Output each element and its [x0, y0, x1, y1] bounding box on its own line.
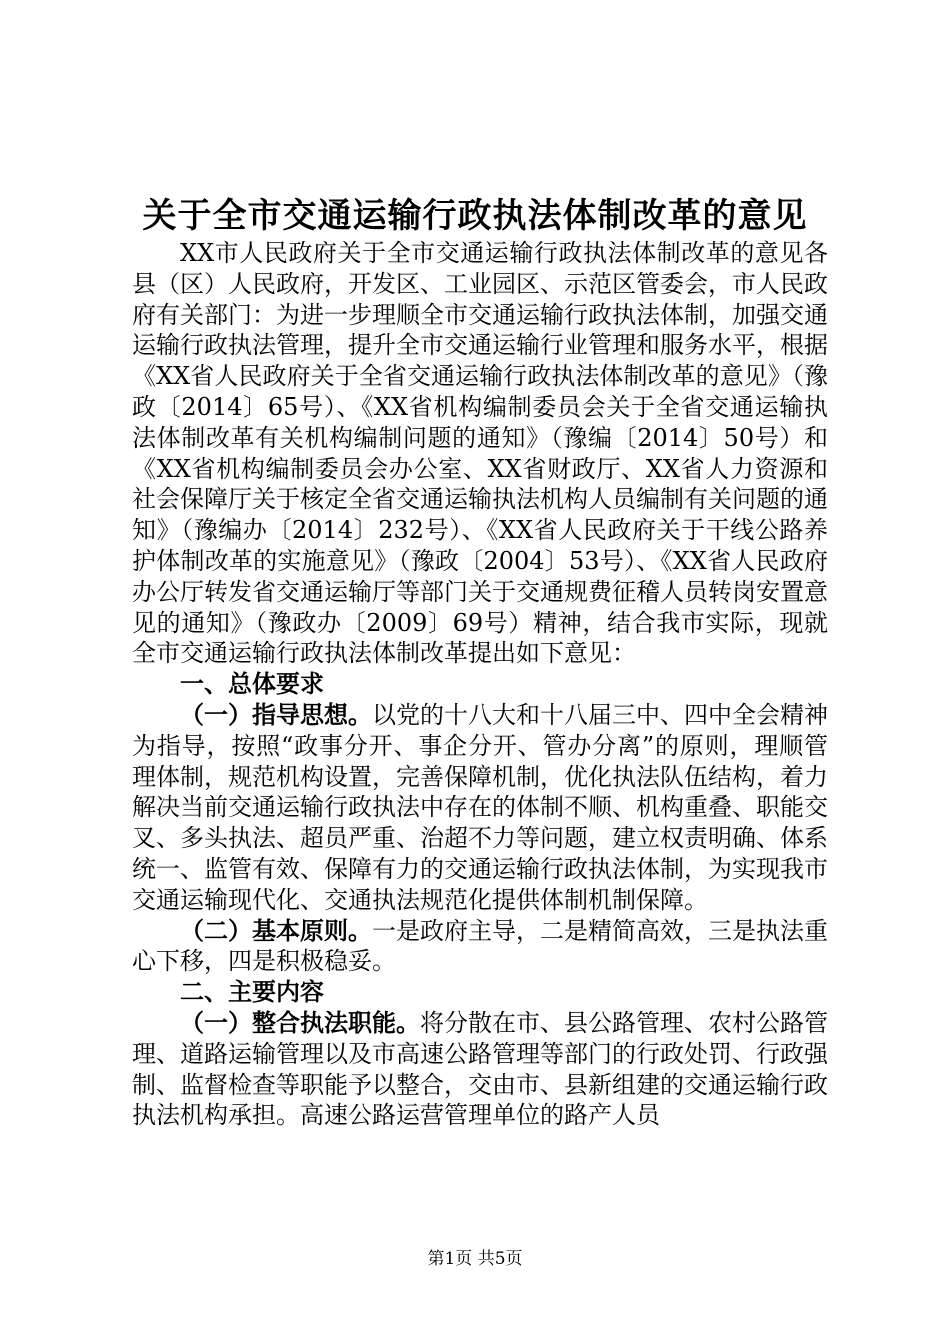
document-body	[132, 238, 828, 1131]
paragraph-text: 以党的十八大和十八届三中、四中全会精神为指导，按照“政事分开、事企分开、管办分离”的原则，理顺管理体制，规范机构设置，完善保障机制，优化执法队伍结构，着力解决当前交通运输行政执法中存在的体制不顺、机构重叠、职能交叉、多头执法、超员严重、治超不力等问题，建立权责明确、体系统一、监管有效、保障有力的交通运输行政执法体制，为实现我市交通运输现代化、交通执法规范化提供体制机制保障。	[132, 700, 828, 914]
paragraph-lead: （一）指导思想。	[180, 699, 372, 729]
intro-paragraph: XX市人民政府关于全市交通运输行政执法体制改革的意见各县（区）人民政府，开发区、工业园区、示范区管委会，市人民政府有关部门：为进一步理顺全市交通运输行政执法体制，加强交通运输行政执法管理，提升全市交通运输行业管理和服务水平，根据《XX省人民政府关于全省交通运输行政执法体制改革的意见》（豫政〔2014〕65号）、《XX省机构编制委员会关于全省交通运输执法体制改革有关机构编制问题的通知》（豫编〔2014〕50号）和《XX省机构编制委员会办公室、XX省财政厅、XX省人力资源和社会保障厅关于核定全省交通运输执法机构人员编制有关问题的通知》（豫编办〔2014〕232号）、《XX省人民政府关于干线公路养护体制改革的实施意见》（豫政〔2004〕53号）、《XX省人民政府办公厅转发省交通运输厅等部门关于交通规费征稽人员转岗安置意见的通知》（豫政办〔2009〕69号）精神，结合我市实际，现就全市交通运输行政执法体制改革提出如下意见：	[132, 239, 828, 668]
paragraph-integrate-functions	[132, 1008, 828, 1131]
document-title: 关于全市交通运输行政执法体制改革的意见	[142, 196, 808, 236]
paragraph-lead: （一）整合执法职能。	[180, 1007, 420, 1037]
paragraph-text: 一是政府主导，二是精简高效，三是执法重心下移，四是积极稳妥。	[132, 916, 828, 976]
paragraph-guiding-thought	[132, 700, 828, 916]
paragraph-lead: （二）基本原则。	[180, 915, 372, 945]
page-number-footer: 第1页 共5页	[427, 1249, 523, 1269]
paragraph-text: 将分散在市、县公路管理、农村公路管理、道路运输管理以及市高速公路管理等部门的行政处罚、行政强制、监督检查等职能予以整合，交由市、县新组建的交通运输行政执法机构承担。高速公路运营管理单位的路产人员	[132, 1008, 828, 1130]
section-heading-2: 二、主要内容	[180, 977, 324, 1007]
section-heading-1: 一、总体要求	[180, 669, 324, 699]
paragraph-basic-principles	[132, 916, 828, 978]
